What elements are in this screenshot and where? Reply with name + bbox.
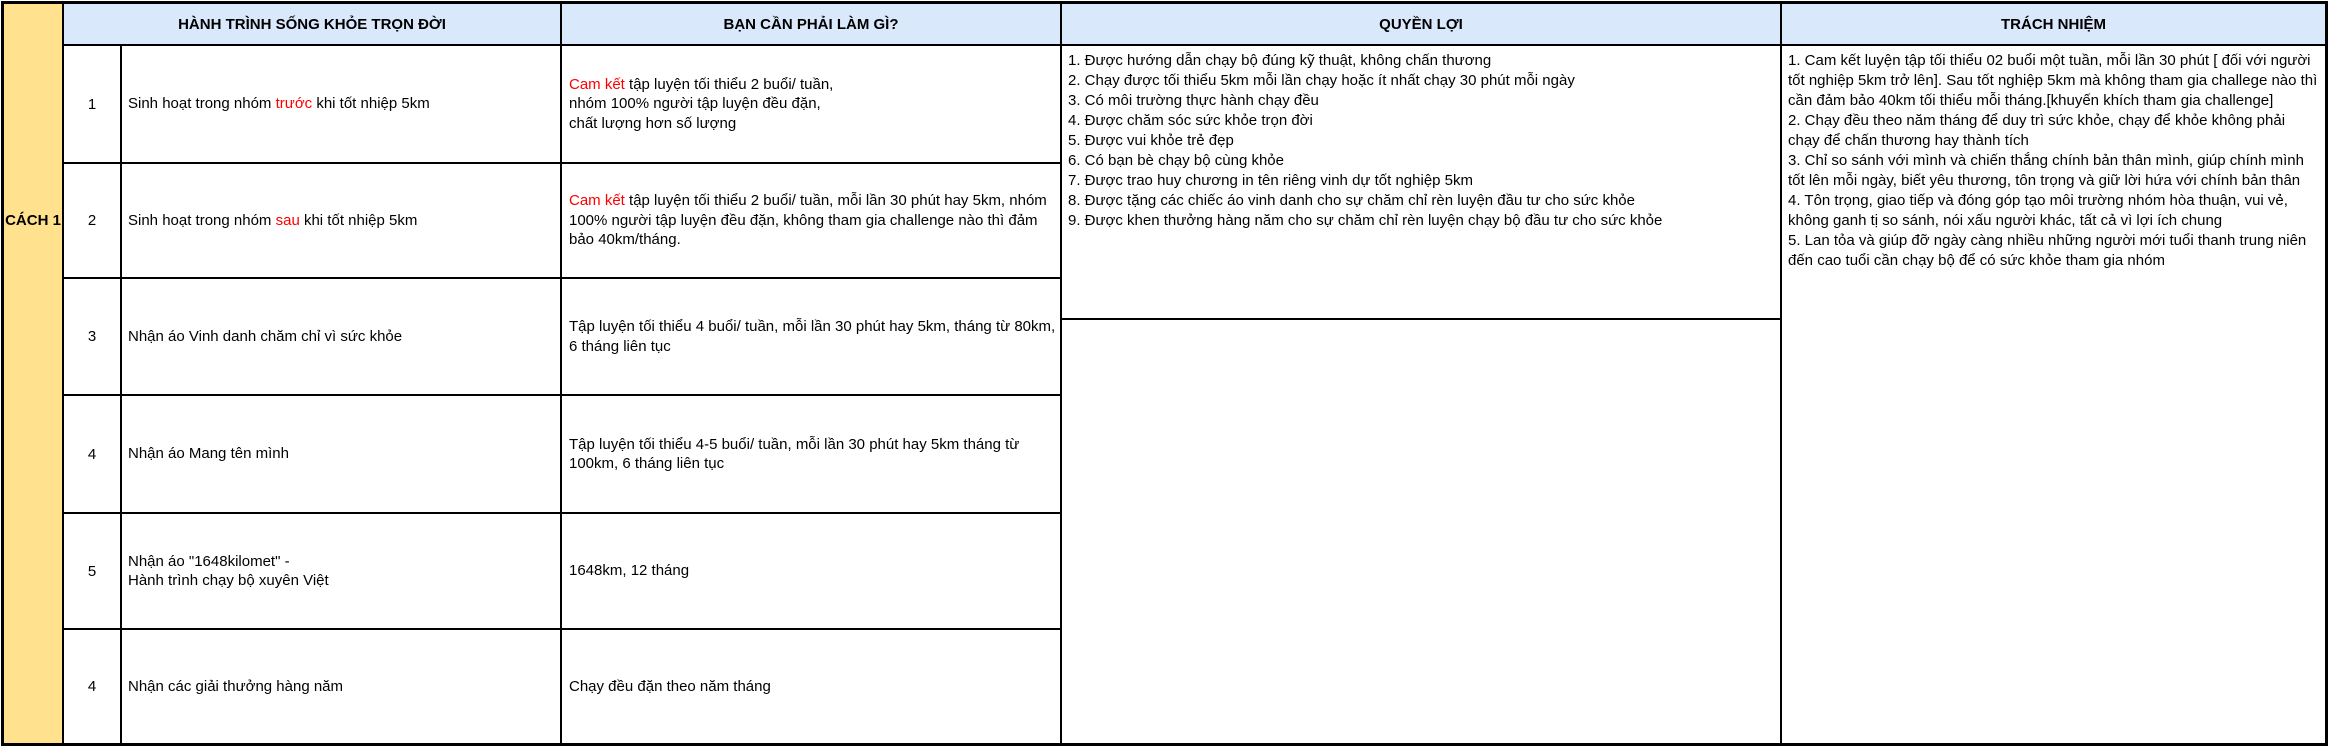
row-number-cell: 3 [64, 279, 122, 396]
benefits-item: 2. Chạy được tối thiểu 5km mỗi lần chạy hoặc ít nhất chạy 30 phút mỗi ngày [1068, 72, 1575, 89]
todo-cell: Chạy đều đặn theo năm tháng [562, 630, 1062, 743]
table [1, 1, 2328, 746]
benefits-item: 9. Được khen thưởng hàng năm cho sự chăm chỉ rèn luyện chạy bộ đầu tư cho sức khỏe [1068, 212, 1663, 229]
benefits-item: 1. Được hướng dẫn chạy bộ đúng kỹ thuật, không chấn thương [1068, 52, 1492, 69]
journey-cell: Nhận áo "1648kilomet" - Hành trình chạy bộ xuyên Việt [122, 514, 562, 630]
benefits-item: 4. Được chăm sóc sức khỏe trọn đời [1068, 112, 1313, 129]
benefits-item: 3. Có môi trường thực hành chạy đều [1068, 92, 1319, 109]
responsibilities-cell [1782, 46, 2325, 743]
todo-cell: 1648km, 12 tháng [562, 514, 1062, 630]
header-journey: HÀNH TRÌNH SỐNG KHỎE TRỌN ĐỜI [64, 4, 562, 46]
responsibilities-item: 2. Chạy đều theo năm tháng để duy trì sức khỏe, chạy để khỏe không phải chạy để chấn thương hay thành tích [1788, 112, 2286, 149]
responsibilities-item: 4. Tôn trọng, giao tiếp và đóng góp tạo môi trường nhóm hòa thuận, vui vẻ, không ganh tị so sánh, nói xấu người khác, tất cả vì lợi ích chung [1788, 192, 2288, 229]
row-number-cell: 1 [64, 46, 122, 164]
journey-cell: Nhận các giải thưởng hàng năm [122, 630, 562, 743]
benefits-item: 8. Được tặng các chiếc áo vinh danh cho sự chăm chỉ rèn luyện đầu tư cho sức khỏe [1068, 192, 1635, 209]
responsibilities-list [1782, 46, 2325, 271]
responsibilities-item: 5. Lan tỏa và giúp đỡ ngày càng nhiều những người mới tuổi thanh trung niên đến cao tuổi cần chạy bộ để có sức khỏe tham gia nhóm [1788, 232, 2307, 269]
todo-cell: Cam kết tập luyện tối thiểu 2 buổi/ tuần, mỗi lần 30 phút hay 5km, nhóm 100% người tập luyện đều đặn, không tham gia challenge nào thì đảm bảo 40km/tháng. [562, 164, 1062, 279]
cach-cell [4, 4, 64, 743]
responsibilities-item: 3. Chỉ so sánh với mình và chiến thắng chính bản thân mình, giúp chính mình tốt lên mỗi ngày, biết yêu thương, tôn trọng và giữ lời hứa với chính bản thân [1788, 152, 2304, 189]
row-number-cell: 4 [64, 630, 122, 743]
header-todo: BẠN CẦN PHẢI LÀM GÌ? [562, 4, 1062, 46]
benefits-item: 7. Được trao huy chương in tên riêng vinh dự tốt nghiệp 5km [1068, 172, 1474, 189]
journey-cell: Nhận áo Mang tên mình [122, 396, 562, 514]
todo-cell: Cam kết tập luyện tối thiểu 2 buổi/ tuần, nhóm 100% người tập luyện đều đặn, chất lượng hơn số lượng [562, 46, 1062, 164]
row-number-cell: 2 [64, 164, 122, 279]
corner-label: CÁCH 1 [5, 212, 61, 229]
journey-cell: Nhận áo Vinh danh chăm chỉ vì sức khỏe [122, 279, 562, 396]
benefits-cell [1062, 46, 1782, 743]
todo-cell: Tập luyện tối thiểu 4-5 buổi/ tuần, mỗi lần 30 phút hay 5km tháng từ 100km, 6 tháng liên tục [562, 396, 1062, 514]
journey-cell: Sinh hoạt trong nhóm sau khi tốt nhiệp 5km [122, 164, 562, 279]
benefits-item: 5. Được vui khỏe trẻ đẹp [1068, 132, 1234, 149]
todo-cell: Tập luyện tối thiểu 4 buổi/ tuần, mỗi lần 30 phút hay 5km, tháng từ 80km, 6 tháng liên tục [562, 279, 1062, 396]
journey-cell: Sinh hoạt trong nhóm trước khi tốt nhiệp 5km [122, 46, 562, 164]
benefits-list [1062, 46, 1780, 231]
responsibilities-item: 1. Cam kết luyện tập tối thiểu 02 buổi một tuần, mỗi lần 30 phút [ đối với người tốt nghiệp 5km trở lên]. Sau tốt nghiệp 5km mà không tham gia challege nào thì cần đảm bảo 40km tối thiểu mỗi tháng.[khuyến khích tham gia challenge] [1788, 52, 2318, 109]
benefits-item: 6. Có bạn bè chạy bộ cùng khỏe [1068, 152, 1284, 169]
row-number-cell: 5 [64, 514, 122, 630]
benefits-row-divider [1062, 318, 1780, 320]
header-benefits: QUYỀN LỢI [1062, 4, 1782, 46]
header-responsibilities: TRÁCH NHIỆM [1782, 4, 2325, 46]
row-number-cell: 4 [64, 396, 122, 514]
